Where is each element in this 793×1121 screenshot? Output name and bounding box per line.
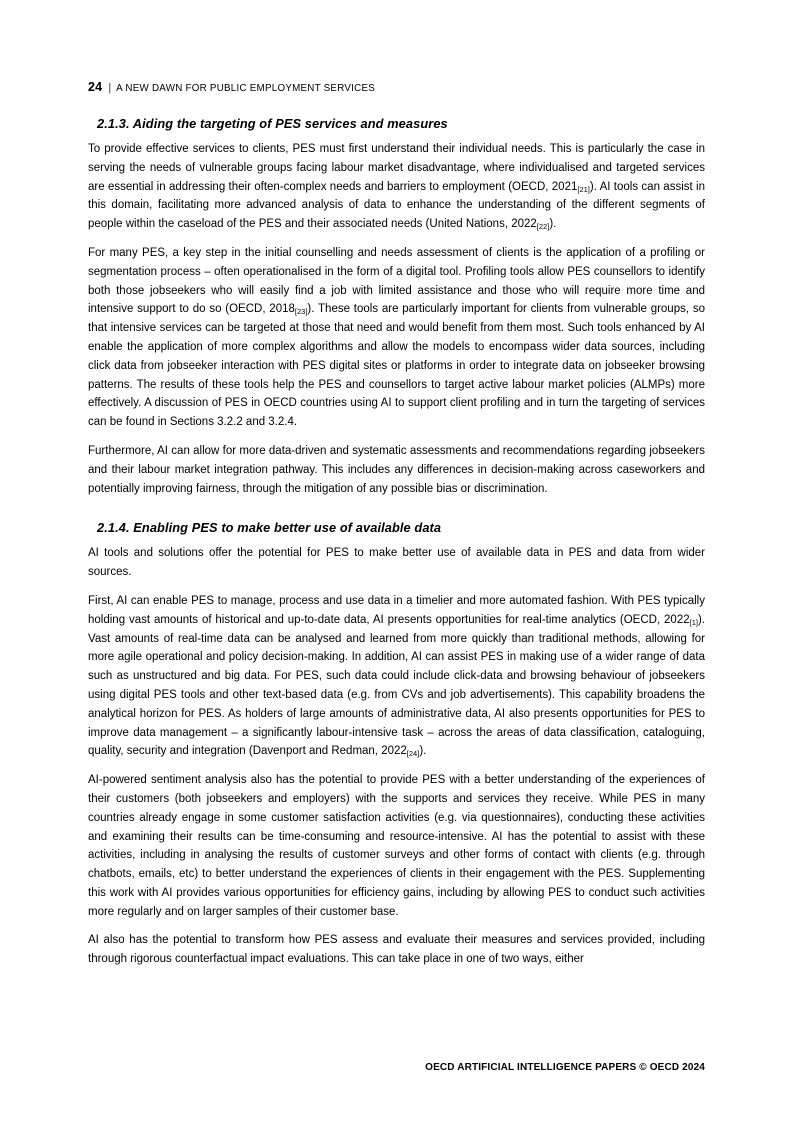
body-paragraph (88, 931, 705, 969)
section-heading: 2.1.4. Enabling PES to make better use of available data (97, 520, 442, 536)
paragraph-text: AI also has the potential to transform how PES assess and evaluate their measures and services provided, including through rigorous counterfactual impact evaluations. This can take place in one of two ways, either (88, 934, 705, 966)
page-footer (425, 1062, 705, 1073)
paragraph-text: ). Vast amounts of real-time data can be analysed and learned from more quickly than traditional methods, allowing for more agile operational and policy decision-making. In addition, AI can assist PES in making use of a wider range of data such as unstructured and big data. For PES, such data could include click-data and browsing behaviour of jobseekers using digital PES tools and other text-based data (e.g. from CVs and job advertisements). This capability broadens the analytical horizon for PES. As holders of large amounts of administrative data, AI also presents opportunities for PES to improve data management – a significantly labour-intensive task – across the areas of data classification, cataloguing, quality, security and integration (Davenport and Redman, 2022 (88, 613, 705, 758)
paragraph-text: First, AI can enable PES to manage, process and use data in a timelier and more automated fashion. With PES typically holding vast amounts of historical and up-to-date data, AI presents opportunities for real-time analytics (OECD, 2022 (88, 594, 705, 626)
body-paragraph (88, 544, 705, 582)
footer-text: OECD ARTIFICIAL INTELLIGENCE PAPERS © OECD 2024 (425, 1062, 705, 1073)
body-paragraph (88, 442, 705, 498)
body-paragraph (88, 140, 705, 234)
section-heading: 2.1.3. Aiding the targeting of PES services and measures (97, 116, 448, 131)
paragraph-text: AI tools and solutions offer the potential for PES to make better use of available data in PES and data from wider sources. (88, 547, 705, 579)
running-header-title: A NEW DAWN FOR PUBLIC EMPLOYMENT SERVICES (116, 83, 376, 94)
citation-marker: [22] (536, 222, 550, 232)
citation-marker: [24] (406, 749, 420, 759)
paragraph-text: AI-powered sentiment analysis also has the potential to provide PES with a better understanding of the experiences of their customers (both jobseekers and employers) with the supports and services they receive. While PES in many countries already engage in some customer satisfaction activities (e.g. via questionnaires), conducting these activities and examining their results can be time-consuming and resource-intensive. AI has the potential to assist with these activities, including in analysing the results of customer surveys and other forms of contact with clients (e.g. through chatbots, emails, etc) to better understand the experiences of clients in their engagement with the PES. Supplementing this work with AI provides various opportunities for efficiency gains, including by allowing PES to conduct such activities more regularly and on larger samples of their customer base. (88, 774, 705, 918)
paragraph-text: ). AI tools can assist in this domain, facilitating more advanced analysis of data to enhance the understanding of the different segments of people within the caseload of the PES and their associated needs (United Nations, 2022 (88, 180, 705, 231)
citation-marker: [21] (577, 184, 590, 194)
body-paragraph (88, 244, 705, 432)
body-paragraph (88, 592, 705, 761)
paragraph-text: ). These tools are particularly important for clients from vulnerable groups, so that intensive services can be targeted at those that need and would benefit from them most. Such tools enhanced by AI enable the application of more complex algorithms and allow the models to encompass wider data sources, including click data from jobseeker interaction with PES digital sites or platforms in order to integrate data on jobseeker browsing patterns. The results of these tools help the PES and counsellors to target active labour market policies (ALMPs) more effectively. A discussion of PES in OECD countries using AI to support client profiling and in turn the targeting of services can be found in Sections 3.2.2 and 3.2.4. (88, 303, 705, 429)
paragraph-text: Furthermore, AI can allow for more data-driven and systematic assessments and recommendations regarding jobseekers and their labour market integration pathway. This includes any differences in decision-making across caseworkers and potentially improving fairness, through the mitigation of any possible bias or discrimination. (88, 444, 705, 495)
header-separator: | (108, 82, 112, 94)
citation-marker: [1] (689, 617, 698, 627)
body-paragraph (88, 771, 705, 921)
paragraph-text: To provide effective services to clients, PES must first understand their individual needs. This is particularly the case in serving the needs of vulnerable groups facing labour market disadvantage, where individualised and targeted services are essential in addressing their often-complex needs and barriers to employment (OECD, 2021 (88, 143, 705, 193)
paragraph-text: ). (549, 218, 557, 231)
paragraph-text: ). (419, 745, 427, 758)
page-content (88, 116, 705, 969)
citation-marker: [23] (294, 307, 308, 317)
paragraph-text: For many PES, a key step in the initial counselling and needs assessment of clients is the application of a profiling or segmentation process – often operationalised in the form of a digital tool. Profiling tools allow PES counsellors to identify both those jobseekers who will easily find a job with limited assistance and those who will require more time and intensive support to do so (OECD, 2018 (88, 246, 705, 316)
page-header (88, 80, 705, 94)
page-number: 24 (88, 80, 103, 94)
